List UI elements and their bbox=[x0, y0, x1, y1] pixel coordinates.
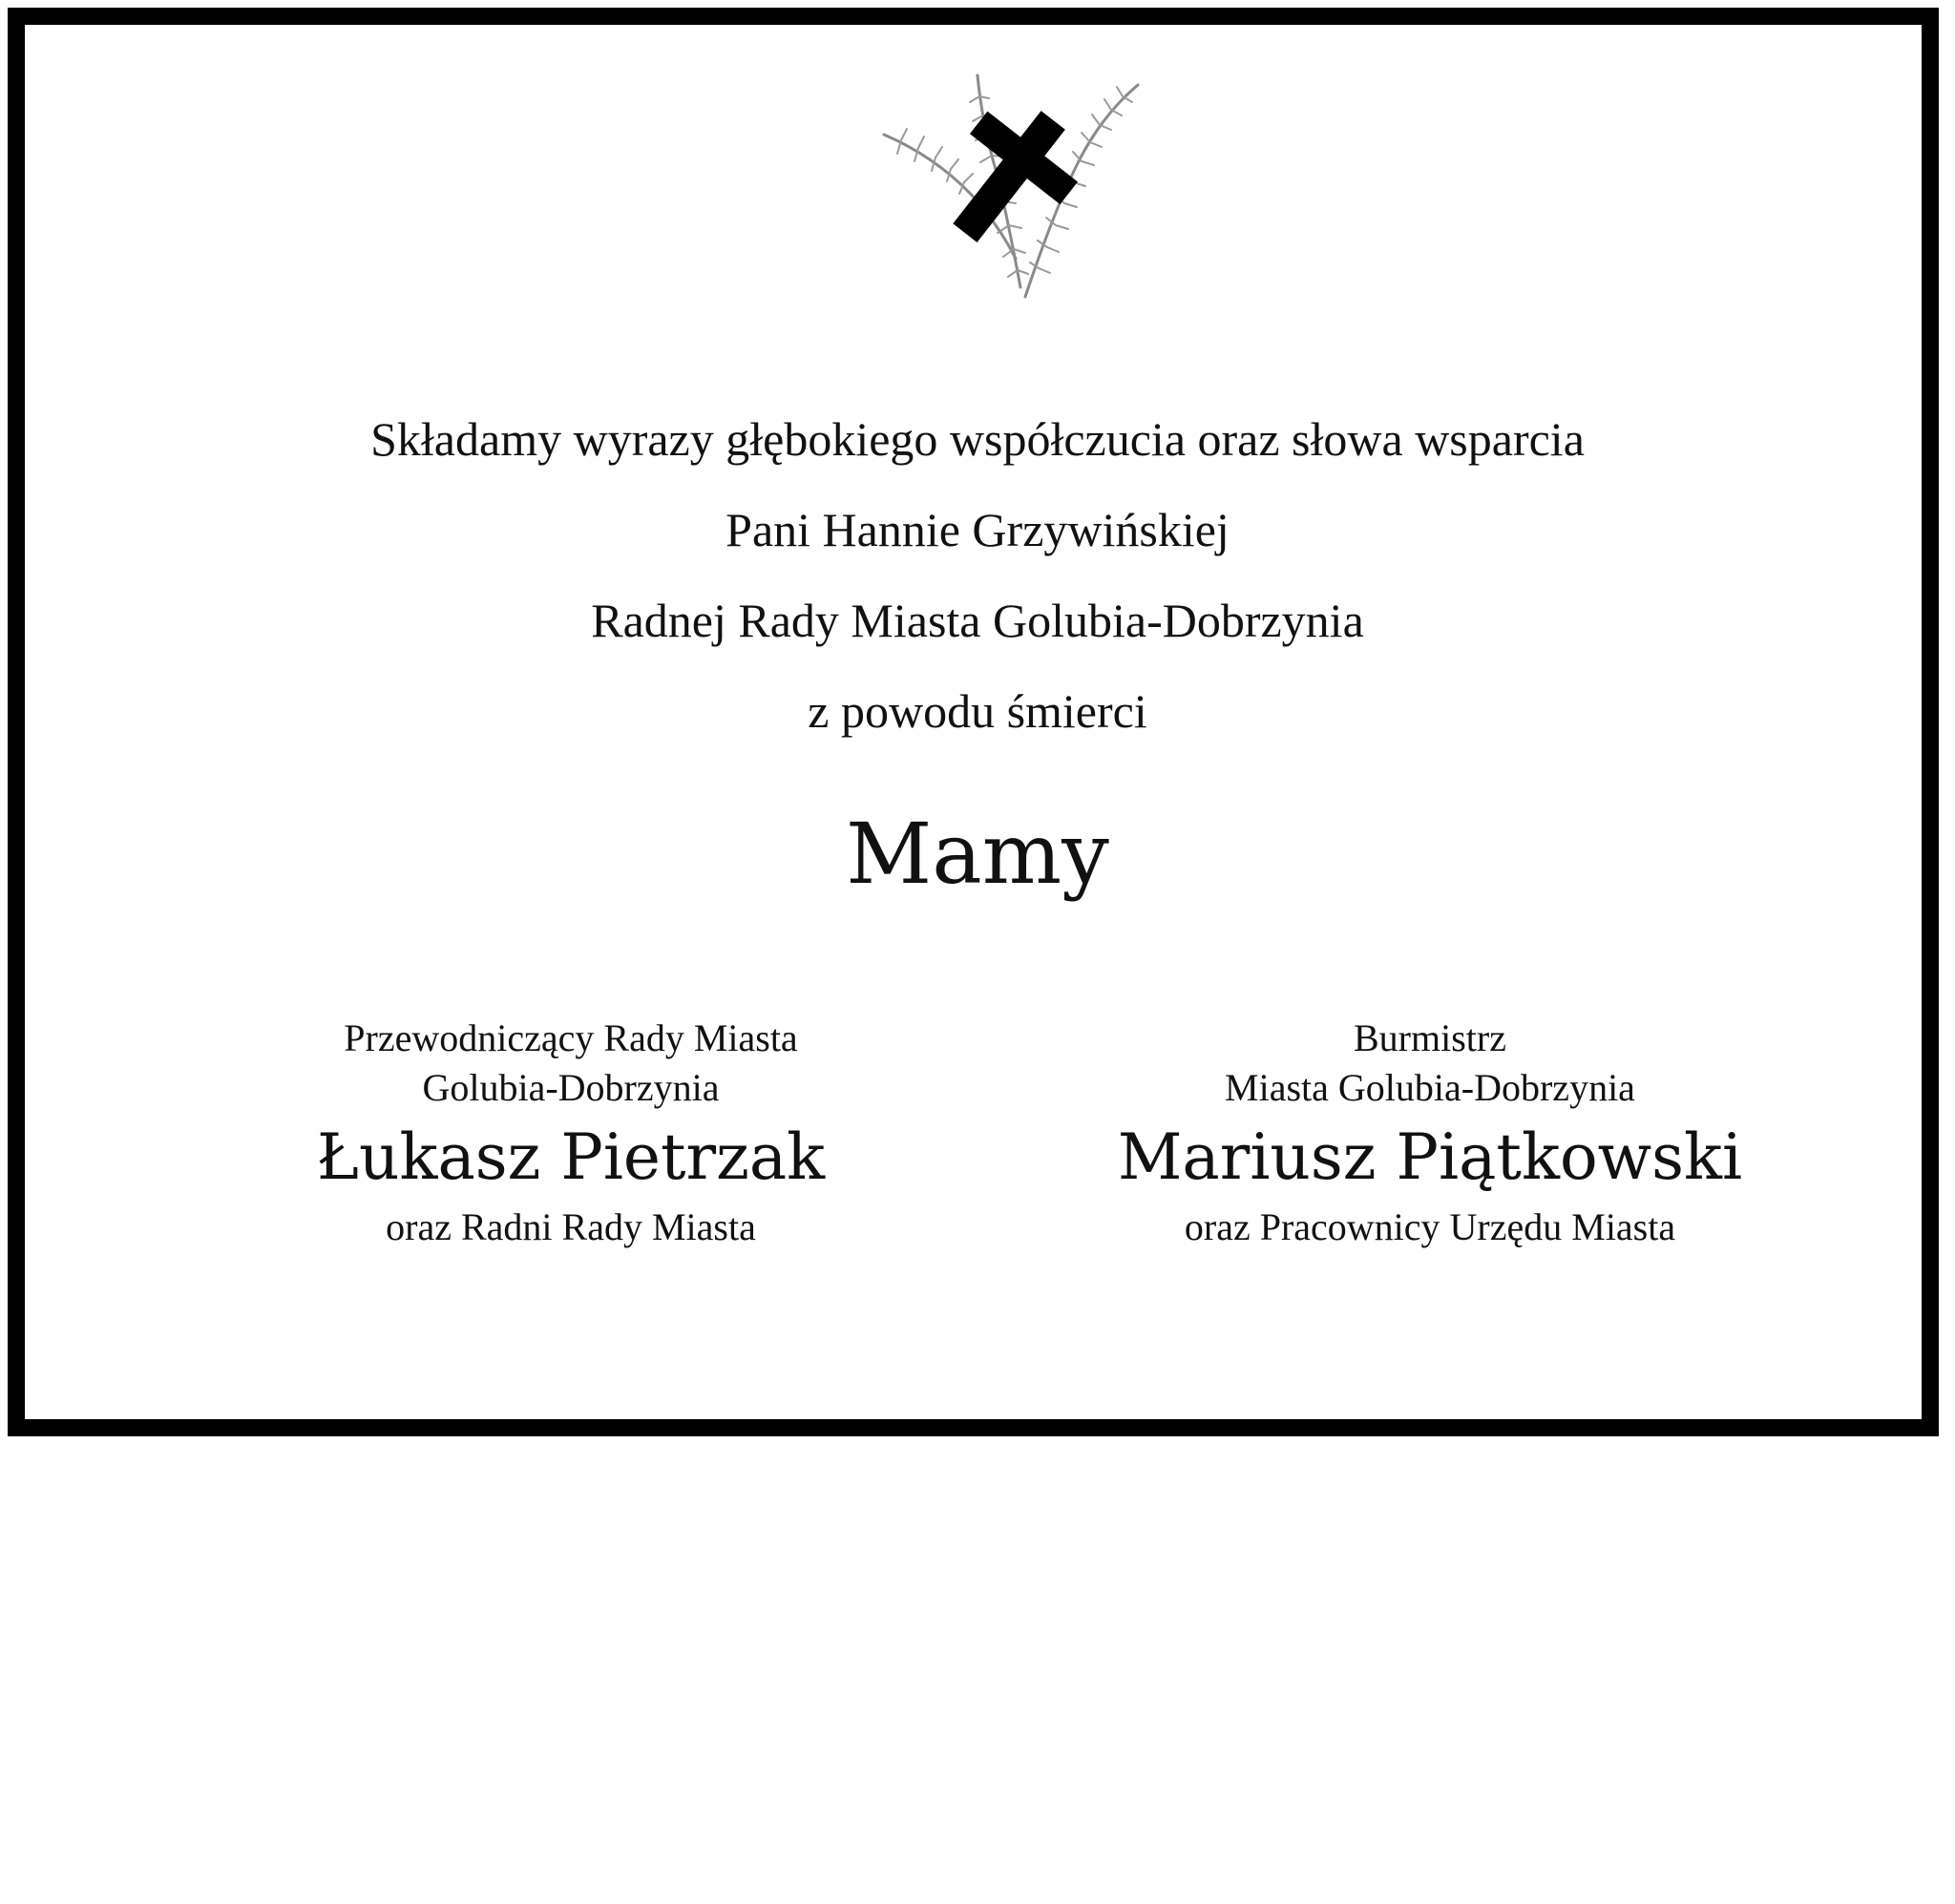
cross-with-fern-icon bbox=[872, 68, 1149, 306]
condolence-line-1: Składamy wyrazy głębokiego współczucia oraz słowa wsparcia bbox=[370, 412, 1585, 466]
signature-right-name: Mariusz Piątkowski bbox=[1117, 1120, 1743, 1194]
signature-left-subtitle: oraz Radni Rady Miasta bbox=[386, 1205, 756, 1248]
recipient-name: Pani Hannie Grzywińskiej bbox=[725, 503, 1230, 556]
deceased-relation: Mamy bbox=[846, 805, 1109, 903]
signature-left-title-2: Golubia-Dobrzynia bbox=[422, 1066, 720, 1109]
signature-left bbox=[189, 1014, 953, 1252]
signature-right-title-1: Burmistrz bbox=[1354, 1016, 1506, 1059]
signature-right-title-2: Miasta Golubia-Dobrzynia bbox=[1225, 1066, 1635, 1109]
reason-line: z powodu śmierci bbox=[808, 684, 1147, 738]
recipient-role: Radnej Rady Miasta Golubia-Dobrzynia bbox=[591, 594, 1364, 647]
signature-right bbox=[1048, 1014, 1812, 1252]
signature-right-subtitle: oraz Pracownicy Urzędu Miasta bbox=[1184, 1205, 1676, 1248]
signature-left-name: Łukasz Pietrzak bbox=[316, 1120, 826, 1194]
signature-left-title-1: Przewodniczący Rady Miasta bbox=[344, 1016, 798, 1059]
